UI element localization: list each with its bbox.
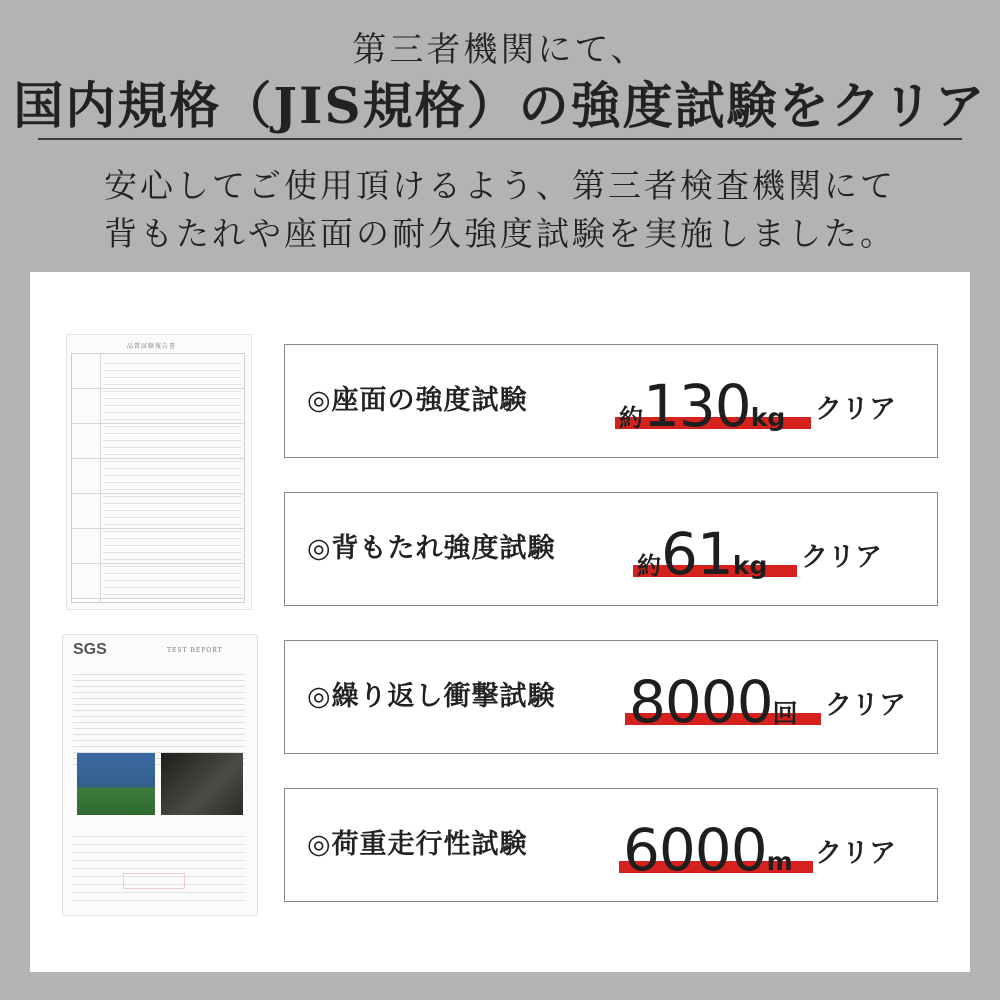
test-result-suffix: クリア [801, 542, 882, 573]
test-result-box [284, 344, 938, 458]
value-number: 61 [661, 520, 733, 588]
test-label: ◎荷重走行性試験 [307, 829, 528, 860]
header [0, 0, 1000, 270]
test-result-suffix: クリア [825, 690, 906, 721]
header-description [0, 162, 1000, 258]
chair-test-photo [77, 753, 155, 815]
value-prefix: 約 [619, 404, 643, 432]
test-result-box [284, 788, 938, 902]
test-value [637, 493, 793, 605]
value-number: 6000 [623, 816, 767, 884]
test-result-wrapper [815, 345, 925, 457]
test-result-box [284, 640, 938, 754]
test-report-document-image [66, 334, 252, 610]
value-number: 130 [643, 372, 751, 440]
test-result-suffix: クリア [815, 838, 896, 869]
test-value [619, 345, 807, 457]
test-result-wrapper [815, 789, 925, 901]
value-unit: kg [750, 403, 786, 432]
document-heading: TEST REPORT [167, 647, 223, 654]
test-result-suffix: クリア [815, 394, 896, 425]
header-divider [38, 138, 962, 140]
sgs-report-document-image [62, 634, 258, 916]
test-value [629, 641, 817, 753]
test-result-wrapper [801, 493, 921, 605]
header-subtitle: 第三者機関にて、 [352, 30, 648, 70]
description-line: 背もたれや座面の耐久強度試験を実施しました。 [104, 214, 896, 253]
value-prefix: 約 [637, 552, 661, 580]
sgs-logo: SGS [73, 641, 107, 658]
description-line: 安心してご使用頂けるよう、第三者検査機関にて [104, 166, 896, 205]
test-label: ◎繰り返し衝撃試験 [307, 681, 556, 712]
value-unit: m [766, 847, 793, 876]
test-result-box [284, 492, 938, 606]
document-title: 品質試験報告書 [127, 343, 177, 350]
value-number: 8000 [629, 668, 773, 736]
value-unit: kg [732, 551, 768, 580]
test-label: ◎座面の強度試験 [307, 385, 528, 416]
value-unit: 回 [772, 699, 798, 728]
test-label: ◎背もたれ強度試験 [307, 533, 556, 564]
content-panel [30, 272, 970, 972]
document-text-lines [103, 357, 241, 597]
stamp [123, 873, 185, 889]
test-equipment-photo [161, 753, 243, 815]
document-footer-text [73, 829, 245, 901]
test-result-wrapper [825, 641, 935, 753]
header-title: 国内規格（JIS規格）の強度試験をクリア [13, 76, 987, 135]
test-value [623, 789, 809, 901]
document-text-lines [73, 669, 245, 765]
